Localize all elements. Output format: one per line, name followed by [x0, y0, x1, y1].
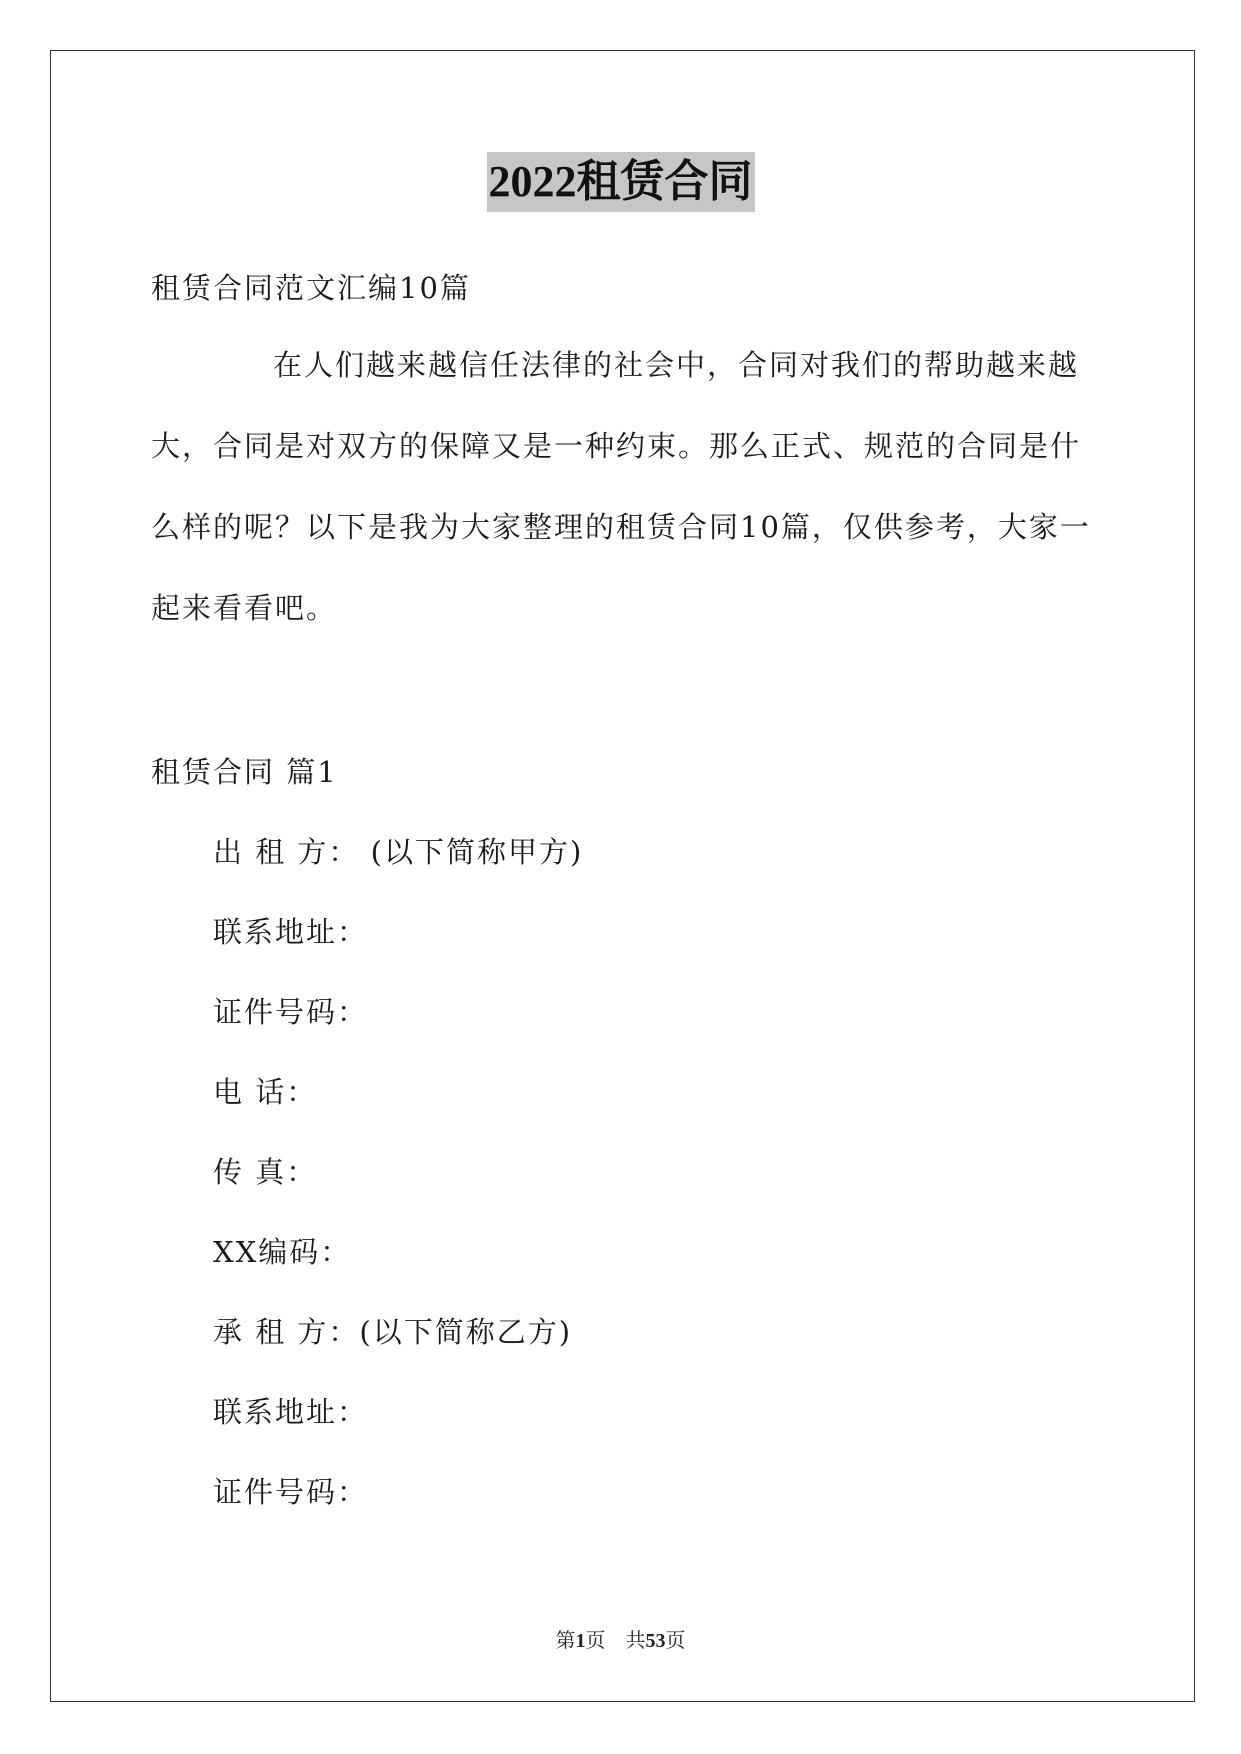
title-container [0, 152, 1241, 212]
footer-prefix: 第 [555, 1630, 576, 1652]
field-lessor-id-number: 证件号码： [213, 995, 369, 1029]
document-subtitle: 租赁合同范文汇编10篇 [151, 271, 471, 305]
footer-suffix: 页 [665, 1630, 686, 1652]
field-lessor-phone: 电 话： [213, 1075, 318, 1109]
field-lessee: 承 租 方：(以下简称乙方) [213, 1315, 573, 1349]
page-footer [0, 1629, 1241, 1653]
document-title: 2022租赁合同 [487, 152, 755, 212]
current-page-number: 1 [575, 1630, 586, 1652]
field-lessor-fax: 传 真： [213, 1155, 318, 1189]
field-lessor-address: 联系地址： [213, 915, 369, 949]
field-lessee-address: 联系地址： [213, 1395, 369, 1429]
intro-line: 起来看看吧。 [151, 591, 338, 625]
field-lessor: 出 租 方： (以下简称甲方) [213, 835, 584, 869]
field-lessor-postcode: XX编码： [213, 1235, 352, 1269]
intro-line: 在人们越来越信任法律的社会中，合同对我们的帮助越来越 [273, 348, 1080, 382]
footer-middle: 页 共 [585, 1630, 646, 1652]
field-lessee-id-number: 证件号码： [213, 1475, 369, 1509]
section-heading: 租赁合同 篇1 [151, 755, 338, 789]
intro-line: 么样的呢？以下是我为大家整理的租赁合同10篇，仅供参考，大家一 [151, 510, 1091, 544]
total-pages-number: 53 [645, 1630, 666, 1652]
intro-line: 大，合同是对双方的保障又是一种约束。那么正式、规范的合同是什 [151, 429, 1082, 463]
